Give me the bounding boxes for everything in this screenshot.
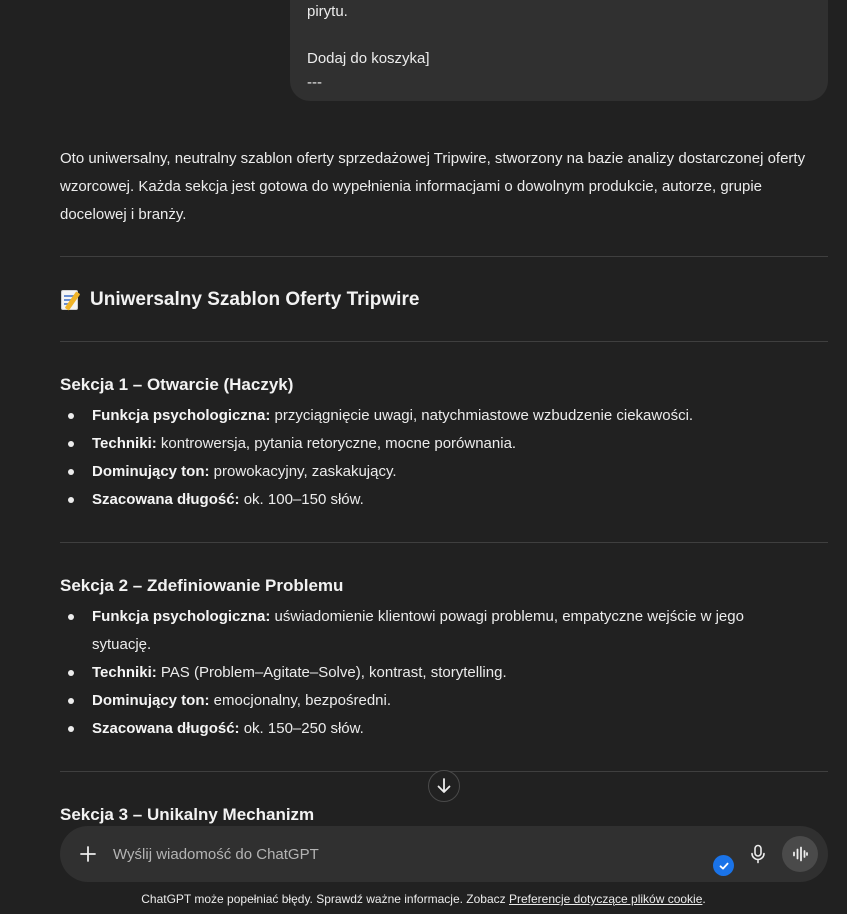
divider — [60, 256, 828, 257]
section-heading: Sekcja 3 – Unikalny Mechanizm — [60, 805, 315, 824]
cookie-preferences-link[interactable]: Preferencje dotyczące plików cookie — [508, 892, 703, 906]
template-title-text: Uniwersalny Szablon Oferty Tripwire — [90, 289, 420, 310]
section-heading: Sekcja 1 – Otwarcie (Haczyk) — [60, 375, 294, 394]
template-title — [60, 286, 419, 314]
attach-button[interactable] — [74, 840, 102, 868]
item-text: ok. 100–150 słów. — [239, 491, 364, 508]
plus-icon — [79, 845, 97, 863]
item-text: przyciągnięcie uwagi, natychmiastowe wzbudzenie ciekawości. — [270, 407, 694, 424]
message-input[interactable] — [113, 842, 673, 866]
disclaimer — [0, 890, 847, 908]
item-label: Techniki: — [92, 435, 157, 452]
item-label: Dominujący ton: — [92, 692, 210, 709]
item-label: Funkcja psychologiczna: — [92, 608, 271, 625]
item-label: Szacowana długość: — [92, 720, 240, 737]
list-item — [60, 430, 800, 458]
message-composer — [60, 826, 828, 882]
dictate-button[interactable] — [744, 840, 772, 868]
disclaimer-text: ChatGPT może popełniać błędy. Sprawdź ważne informacje. Zobacz — [141, 892, 509, 906]
item-text: prowokacyjny, zaskakujący. — [209, 463, 397, 480]
list-item — [60, 659, 800, 687]
user-message-line: Dodaj do koszyka] — [307, 50, 430, 67]
list-item — [60, 715, 800, 743]
user-message-bubble — [290, 0, 828, 101]
list-item — [60, 687, 800, 715]
disclaimer-suffix: . — [702, 892, 706, 906]
list-item — [60, 458, 800, 486]
item-text: PAS (Problem–Agitate–Solve), kontrast, storytelling. — [156, 664, 507, 681]
section-1-list — [60, 402, 800, 514]
list-item — [60, 486, 800, 514]
item-label: Dominujący ton: — [92, 463, 210, 480]
divider — [60, 542, 828, 543]
section-2-list — [60, 603, 800, 743]
item-text: kontrowersja, pytania retoryczne, mocne porównania. — [156, 435, 517, 452]
item-text: emocjonalny, bezpośredni. — [209, 692, 392, 709]
user-message-line: --- — [307, 74, 322, 91]
divider — [60, 341, 828, 342]
item-label: Szacowana długość: — [92, 491, 240, 508]
item-label: Funkcja psychologiczna: — [92, 407, 271, 424]
arrow-down-icon — [435, 777, 453, 795]
user-message-line: pirytu. — [307, 3, 348, 20]
item-label: Techniki: — [92, 664, 157, 681]
section-heading: Sekcja 2 – Zdefiniowanie Problemu — [60, 576, 344, 595]
item-text: ok. 150–250 słów. — [239, 720, 364, 737]
list-item — [60, 603, 800, 659]
extension-check-badge[interactable] — [713, 855, 734, 876]
voice-mode-button[interactable] — [782, 836, 818, 872]
microphone-icon — [749, 844, 767, 864]
item-text: uświadomienie klientowi powagi problemu, empatyczne wejście w jego sytuację. — [92, 608, 744, 653]
check-icon — [718, 860, 730, 872]
list-item — [60, 402, 800, 430]
memo-icon — [60, 288, 82, 312]
voice-waveform-icon — [791, 845, 809, 863]
scroll-down-button[interactable] — [428, 770, 460, 802]
assistant-intro-text: Oto uniwersalny, neutralny szablon oferty sprzedażowej Tripwire, stworzony na bazie analizy dostarczonej oferty wzorcowej. Każda sekcja jest gotowa do wypełnienia informacjami o dowolnym produkcie, autorze, grupie docelowej i branży. — [60, 150, 806, 223]
